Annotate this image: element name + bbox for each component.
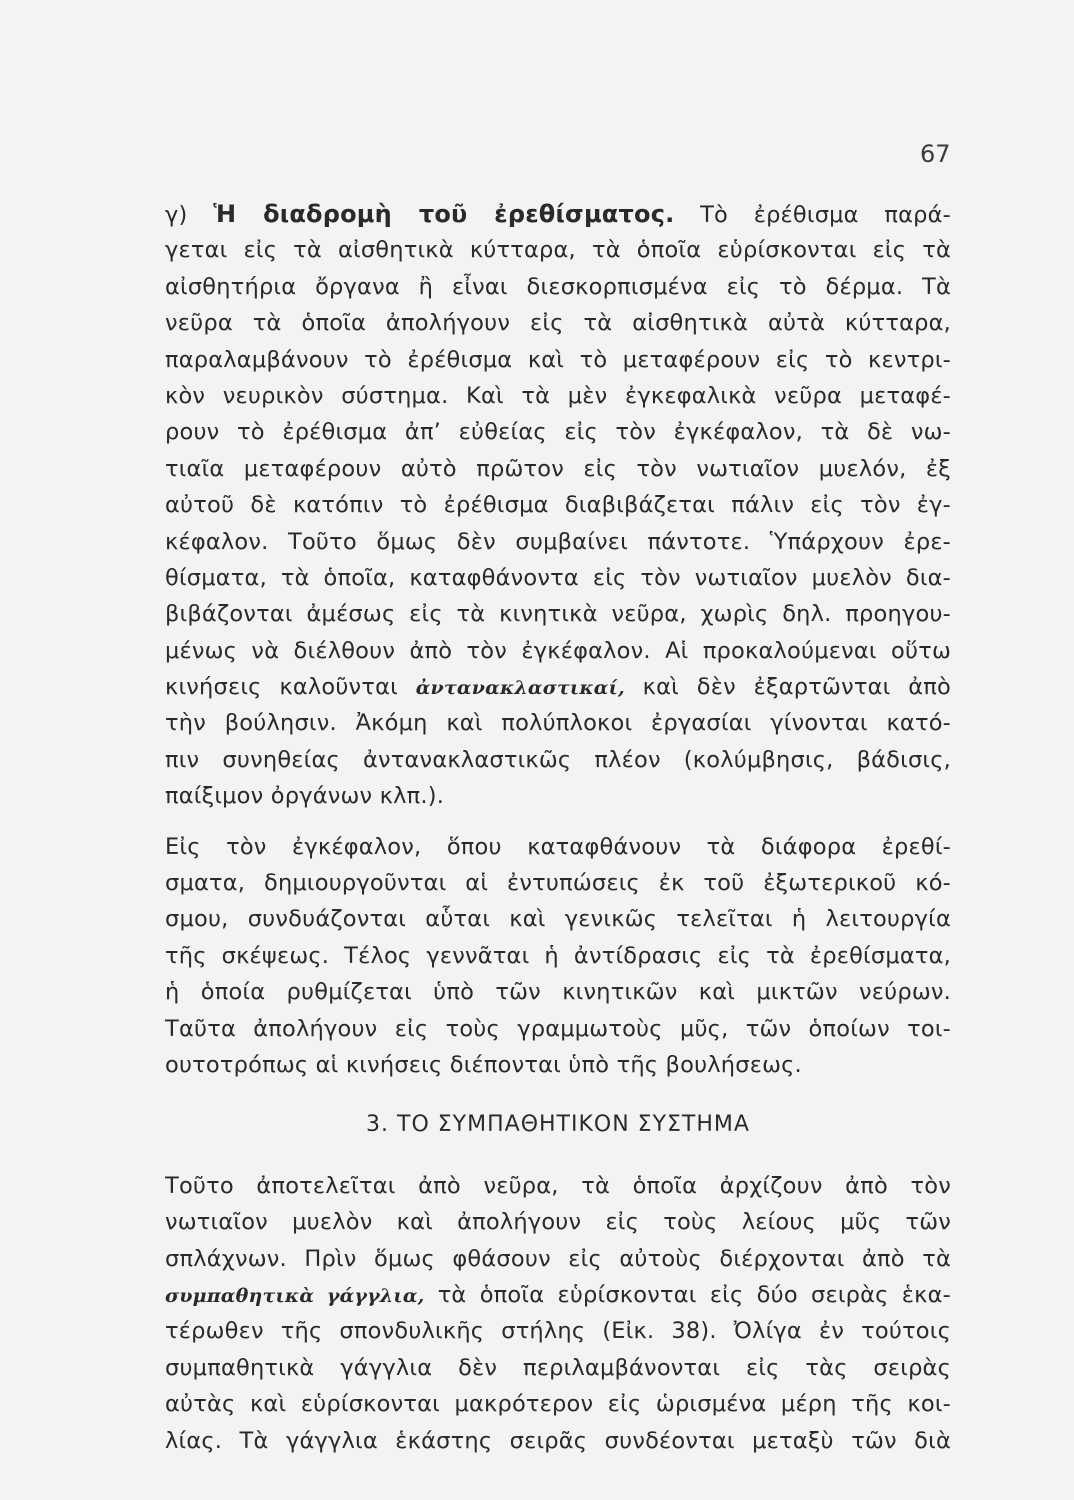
paragraph-gap: [165, 1083, 951, 1107]
section-title: Ἡ διαδρομὴ τοῦ ἐρεθίσματος.: [213, 200, 675, 228]
text-line: ουτοτρόπως αἱ κινήσεις διέπονται ὑπὸ τῆς βουλήσεως.: [165, 1051, 802, 1078]
text-line: παίξιμον ὀργάνων κλπ.).: [165, 783, 445, 810]
text-line: Εἰς τὸν ἐγκέφαλον, ὅπου καταφθάνουν τὰ διάφορα ἐρεθί-: [165, 833, 951, 860]
text-line: Ταῦτα ἀπολήγουν εἰς τοὺς γραμμωτοὺς μῦς, τῶν ὁποίων τοι-: [165, 1015, 951, 1042]
text-line: [165, 1277, 951, 1313]
paragraph-gap: [165, 815, 951, 829]
text-line: γεται εἰς τὰ αἰσθητικὰ κύτταρα, τὰ ὁποῖα εὑρίσκονται εἰς τὰ: [165, 237, 951, 264]
text-fragment: Τὸ ἐρέθισμα παρά-: [674, 202, 951, 228]
text-line: αἰσθητήρια ὄργανα ἢ εἶναι διεσκορπισμένα εἰς τὸ δέρμα. Τὰ: [165, 273, 951, 300]
text-line: τὴν βούλησιν. Ἀκόμη καὶ πολύπλοκοι ἐργασίαι γίνονται κατό-: [165, 710, 951, 737]
text-line: λίας. Τὰ γάγγλια ἑκάστης σειρᾶς συνδέονται μεταξὺ τῶν διὰ: [165, 1427, 951, 1454]
text-line: συμπαθητικὰ γάγγλια δὲν περιλαμβάνονται εἰς τὰς σειρὰς: [165, 1354, 951, 1381]
paragraph-brain: [165, 829, 951, 1084]
section-label: γ): [165, 202, 214, 228]
text-line: σπλάχνων. Πρὶν ὅμως φθάσουν εἰς αὐτοὺς διέρχονται ἀπὸ τὰ: [165, 1245, 951, 1272]
text-line: θίσματα, τὰ ὁποῖα, καταφθάνοντα εἰς τὸν νωτιαῖον μυελὸν δια-: [165, 564, 951, 591]
text-line: αὐτὰς καὶ εὑρίσκονται μακρότερον εἰς ὡρισμένα μέρη τῆς κοι-: [165, 1391, 951, 1418]
text-line: Τοῦτο ἀποτελεῖται ἀπὸ νεῦρα, τὰ ὁποῖα ἀρχίζουν ἀπὸ τὸν: [165, 1172, 951, 1199]
text-line: κὸν νευρικὸν σύστημα. Καὶ τὰ μὲν ἐγκεφαλικὰ νεῦρα μεταφέ-: [165, 382, 951, 409]
emphasized-term: ἀντανακλαστικαί,: [415, 677, 625, 700]
text-line: πιν συνηθείας ἀντανακλαστικῶς πλέον (κολύμβησις, βάδισις,: [165, 746, 951, 773]
paragraph-stimulus-path: [165, 196, 951, 815]
text-line: κέφαλον. Τοῦτο ὅμως δὲν συμβαίνει πάντοτε. Ὑπάρχουν ἐρε-: [165, 528, 951, 555]
section-heading: 3. ΤΟ ΣΥΜΠΑΘΗΤΙΚΟΝ ΣΥΣΤΗΜΑ: [366, 1112, 750, 1138]
text-line: [165, 196, 951, 232]
text-fragment: τὰ ὁποῖα εὑρίσκονται εἰς δύο σειρὰς ἑκα-: [424, 1281, 951, 1308]
text-line: νεῦρα τὰ ὁποῖα ἀπολήγουν εἰς τὰ αἰσθητικὰ αὐτὰ κύτταρα,: [165, 310, 951, 337]
text-line: νωτιαῖον μυελὸν καὶ ἀπολήγουν εἰς τοὺς λείους μῦς τῶν: [165, 1209, 951, 1236]
text-fragment: κινήσεις καλοῦνται: [165, 674, 416, 701]
text-line: μένως νὰ διέλθουν ἀπὸ τὸν ἐγκέφαλον. Αἱ προκαλούμεναι οὕτω: [165, 637, 951, 664]
text-line: ἡ ὁποία ρυθμίζεται ὑπὸ τῶν κινητικῶν καὶ μικτῶν νεύρων.: [165, 979, 951, 1006]
text-line: τῆς σκέψεως. Τέλος γεννᾶται ἡ ἀντίδρασις εἰς τὰ ἐρεθίσματα,: [165, 942, 951, 969]
text-line: βιβάζονται ἀμέσως εἰς τὰ κινητικὰ νεῦρα, χωρὶς δηλ. προηγου-: [165, 601, 951, 628]
page-number: 67: [920, 140, 951, 168]
text-line: ρουν τὸ ἐρέθισμα ἀπ’ εὐθείας εἰς τὸν ἐγκέφαλον, τὰ δὲ νω-: [165, 419, 951, 446]
paragraph-sympathetic: [165, 1168, 951, 1459]
text-line: σματα, δημιουργοῦνται αἱ ἐντυπώσεις ἐκ τοῦ ἐξωτερικοῦ κό-: [165, 870, 951, 897]
text-fragment: καὶ δὲν ἐξαρτῶνται ἀπὸ: [624, 674, 951, 701]
emphasized-term: συμπαθητικὰ γάγγλια,: [165, 1284, 425, 1307]
paragraph-gap: [165, 1144, 951, 1168]
text-line: τιαῖα μεταφέρουν αὐτὸ πρῶτον εἰς τὸν νωτιαῖον μυελόν, ἐξ: [165, 455, 951, 482]
text-line: παραλαμβάνουν τὸ ἐρέθισμα καὶ τὸ μεταφέρουν εἰς τὸ κεντρι-: [165, 346, 951, 373]
body-text: [165, 196, 951, 1459]
text-line: τέρωθεν τῆς σπονδυλικῆς στήλης (Εἰκ. 38). Ὀλίγα ἐν τούτοις: [165, 1318, 951, 1345]
text-line: σμου, συνδυάζονται αὗται καὶ γενικῶς τελεῖται ἡ λειτουργία: [165, 906, 951, 933]
text-line: [165, 669, 951, 705]
text-line: αὐτοῦ δὲ κατόπιν τὸ ἐρέθισμα διαβιβάζεται πάλιν εἰς τὸν ἐγ-: [165, 492, 951, 519]
